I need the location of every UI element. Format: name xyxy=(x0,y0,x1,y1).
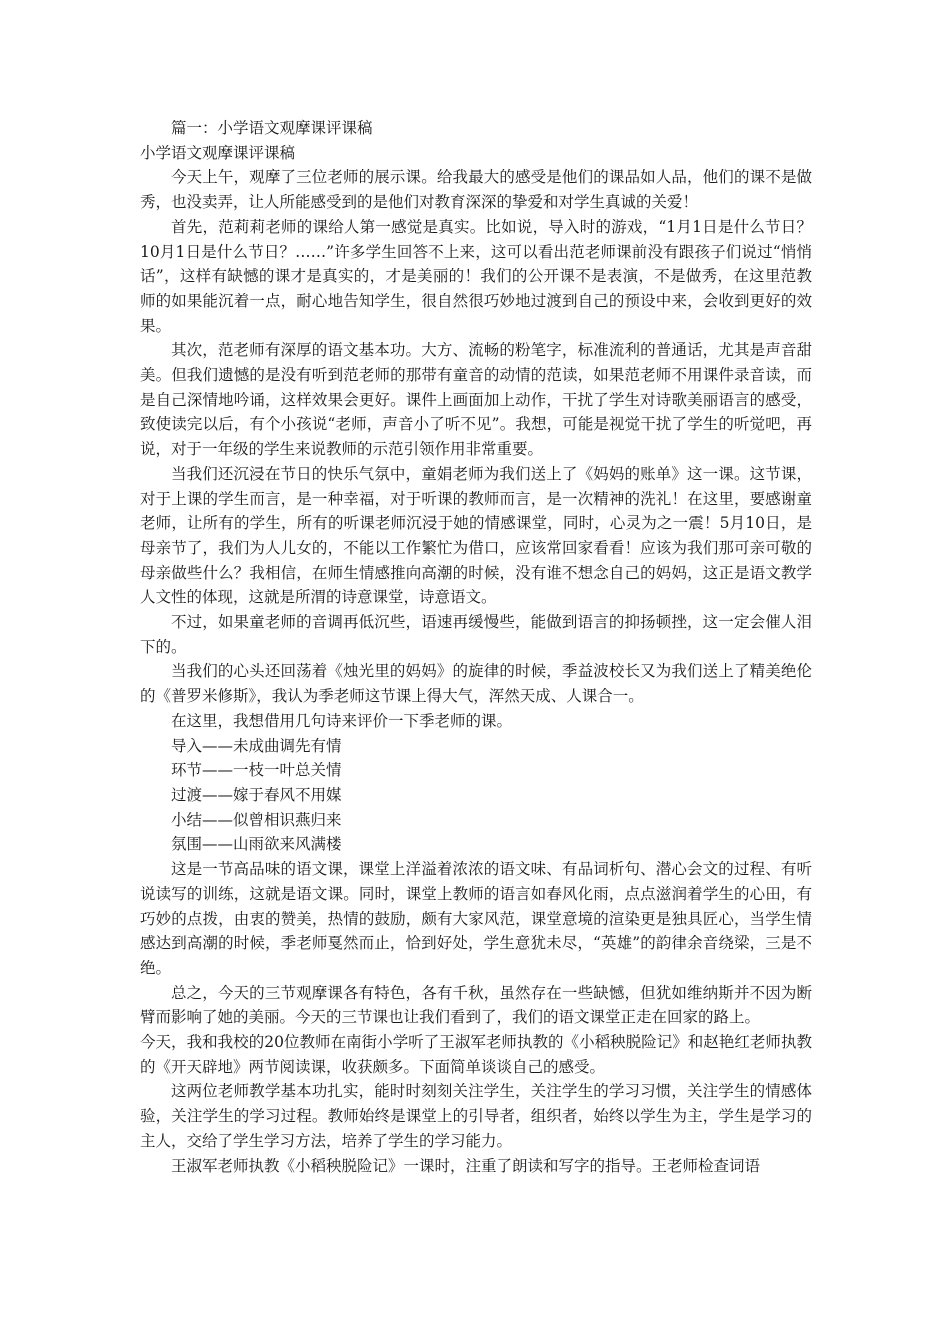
poem-line: 过渡——嫁于春风不用媒 xyxy=(171,785,342,804)
paragraph-noindent: 今天，我和我校的20位教师在南街小学听了王淑军老师执教的《小稻秧脱险记》和赵艳红老师执教的《开天辟地》两节阅读课，收获颇多。下面简单谈谈自己的感受。 xyxy=(140,1033,812,1076)
paragraph: 首先，范莉莉老师的课给人第一感觉是真实。比如说，导入时的游戏，“1月1日是什么节日？10月1日是什么节日？……”许多学生回答不上来，这可以看出范老师课前没有跟孩子们说过“悄悄话”，这样有缺憾的课才是真实的，才是美丽的！我们的公开课不是表演，不是做秀，在这里范教师的如果能沉着一点，耐心地告知学生，很自然很巧妙地过渡到自己的预设中来，会收到更好的效果。 xyxy=(140,217,812,335)
paragraph: 不过，如果童老师的音调再低沉些，语速再缓慢些，能做到语言的抑扬顿挫，这一定会催人泪下的。 xyxy=(140,613,812,656)
document-page xyxy=(140,116,812,1178)
poem-line: 导入——未成曲调先有情 xyxy=(171,736,342,755)
poem-line: 小结——似曾相识燕归来 xyxy=(171,810,342,829)
paragraph: 当我们还沉浸在节日的快乐气氛中，童娟老师为我们送上了《妈妈的账单》这一课。这节课，对于上课的学生而言，是一种幸福，对于听课的教师而言，是一次精神的洗礼！在这里，要感谢童老师，让所有的学生，所有的听课老师沉浸于她的情感课堂，同时，心灵为之一震！5月10日，是母亲节了，我们为人儿女的，不能以工作繁忙为借口，应该常回家看看！应该为我们那可亲可敬的母亲做些什么？我相信，在师生情感推向高潮的时候，没有谁不想念自己的妈妈，这正是语文教学人文性的体现，这就是所渭的诗意课堂，诗意语文。 xyxy=(140,464,812,607)
paragraph: 王淑军老师执教《小稻秧脱险记》一课时，注重了朗读和写字的指导。王老师检查词语 xyxy=(171,1156,761,1175)
document-title: 篇一：小学语文观摩课评课稿 xyxy=(171,119,373,137)
paragraph: 这两位老师教学基本功扎实，能时时刻刻关注学生，关注学生的学习习惯，关注学生的情感体验，关注学生的学习过程。教师始终是课堂上的引导者，组织者，始终以学生为主，学生是学习的主人，交给了学生学习方法，培养了学生的学习能力。 xyxy=(140,1082,812,1150)
paragraph: 这是一节高品味的语文课，课堂上洋溢着浓浓的语文味、有品词析句、潜心会文的过程、有听说读写的训练，这就是语文课。同时，课堂上教师的语言如春风化雨，点点滋润着学生的心田，有巧妙的点拨，由衷的赞美，热情的鼓励，颇有大家风范，课堂意境的渲染更是独具匠心，当学生情感达到高潮的时候，季老师戛然而止，恰到好处，学生意犹未尽，“英雄”的韵律余音绕梁，三是不绝。 xyxy=(140,860,812,977)
paragraph: 总之，今天的三节观摩课各有特色，各有千秋，虽然存在一些缺憾，但犹如维纳斯并不因为断臂而影响了她的美丽。今天的三节课也让我们看到了，我们的语文课堂正走在回家的路上。 xyxy=(140,983,812,1027)
paragraph: 当我们的心头还回荡着《烛光里的妈妈》的旋律的时候，季益波校长又为我们送上了精美绝伦的《普罗米修斯》，我认为季老师这节课上得大气，浑然天成、人课合一。 xyxy=(140,662,812,706)
poem-line: 环节——一枝一叶总关情 xyxy=(171,761,342,780)
paragraph: 其次，范老师有深厚的语文基本功。大方、流畅的粉笔字，标准流利的普通话，尤其是声音甜美。但我们遗憾的是没有听到范老师的那带有童音的动情的范读，如果范老师不用课件录音读，而是自己深情地吟诵，这样效果会更好。课件上画面加上动作，干扰了学生对诗歌美丽语言的感受，致使读完以后，有个小孩说“老师，声音小了听不见”。我想，可能是视觉干扰了学生的听觉吧，再说，对于一年级的学生来说教师的示范引领作用非常重要。 xyxy=(140,341,812,459)
paragraph: 今天上午，观摩了三位老师的展示课。给我最大的感受是他们的课品如人品，他们的课不是做秀，也没卖弄，让人所能感受到的是他们对教育深深的挚爱和对学生真诚的关爱！ xyxy=(140,168,812,212)
document-subtitle: 小学语文观摩课评课稿 xyxy=(140,143,296,162)
paragraph: 在这里，我想借用几句诗来评价一下季老师的课。 xyxy=(171,711,513,730)
poem-line: 氛围——山雨欲来风满楼 xyxy=(171,835,342,854)
